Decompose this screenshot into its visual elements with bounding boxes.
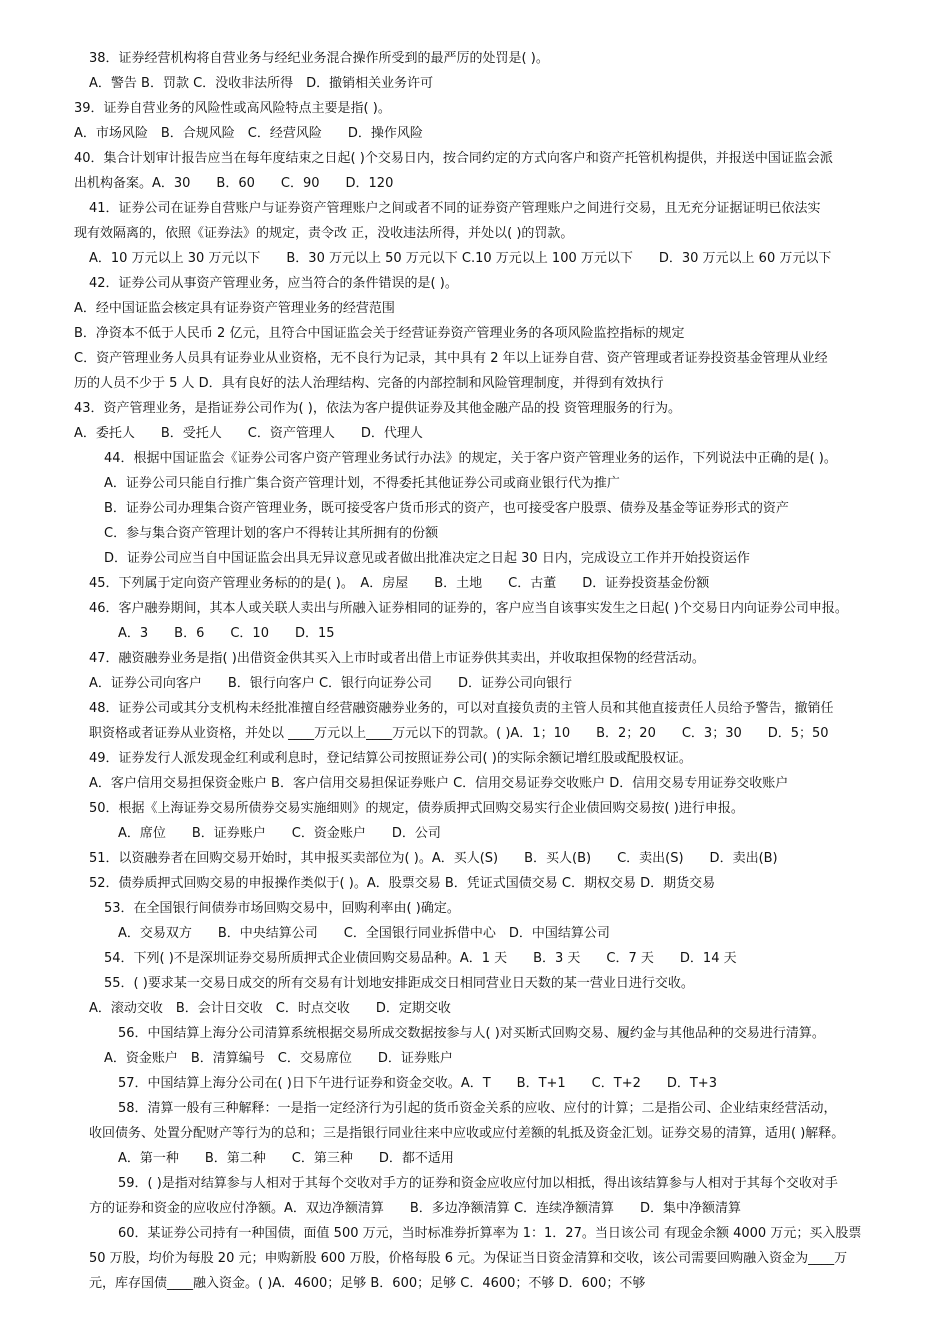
text-line: A．证券公司向客户 B．银行向客户 C．银行向证券公司 D．证券公司向银行 bbox=[89, 676, 573, 691]
text-line: 职资格或者证券从业资格，并处以 ____万元以上____万元以下的罚款。( )A．1；10 B．2；20 C．3；30 D．5；50 bbox=[89, 726, 829, 741]
text-line: 46．客户融券期间，其本人或关联人卖出与所融入证券相同的证券的，客户应当自该事实发生之日起( )个交易日内向证券公司申报。 bbox=[89, 601, 848, 616]
text-line: C．资产管理业务人员具有证券业从业资格，无不良行为记录，其中具有 2 年以上证券自营、资产管理或者证券投资基金管理从业经 bbox=[74, 351, 828, 366]
text-line: 出机构备案。A．30 B．60 C．90 D．120 bbox=[74, 176, 394, 191]
text-line: 42．证券公司从事资产管理业务，应当符合的条件错误的是( )。 bbox=[89, 276, 458, 291]
text-line: 56．中国结算上海分公司清算系统根据交易所成交数据按参与人( )对买断式回购交易、履约金与其他品种的交易进行清算。 bbox=[118, 1026, 825, 1041]
text-line: A．3 B．6 C．10 D．15 bbox=[118, 626, 335, 641]
text-line: 47．融资融券业务是指( )出借资金供其买入上市时或者出借上市证券供其卖出，并收取担保物的经营活动。 bbox=[89, 651, 705, 666]
text-line: B．证券公司办理集合资产管理业务，既可接受客户货币形式的资产，也可接受客户股票、债券及基金等证券形式的资产 bbox=[104, 501, 789, 516]
text-line: A．滚动交收 B．会计日交收 C．时点交收 D．定期交收 bbox=[89, 1001, 451, 1016]
text-line: A．经中国证监会核定具有证券资产管理业务的经营范围 bbox=[74, 301, 395, 316]
text-line: A．第一种 B．第二种 C．第三种 D．都不适用 bbox=[118, 1151, 454, 1166]
text-line: 48．证券公司或其分支机构未经批准擅自经营融资融券业务的，可以对直接负责的主管人员和其他直接责任人员给予警告，撤销任 bbox=[89, 701, 834, 716]
text-line: 历的人员不少于 5 人 D．具有良好的法人治理结构、完备的内部控制和风险管理制度，并得到有效执行 bbox=[74, 376, 664, 391]
text-line: A．市场风险 B．合规风险 C．经营风险 D．操作风险 bbox=[74, 126, 423, 141]
text-line: 43．资产管理业务，是指证券公司作为( )，依法为客户提供证券及其他金融产品的投 资管理服务的行为。 bbox=[74, 401, 681, 416]
text-line: 58．清算一般有三种解释：一是指一定经济行为引起的货币资金关系的应收、应付的计算；二是指公司、企业结束经营活动， bbox=[118, 1101, 837, 1116]
text-line: B．净资本不低于人民币 2 亿元，且符合中国证监会关于经营证券资产管理业务的各项风险监控指标的规定 bbox=[74, 326, 685, 341]
text-line: 49．证券发行人派发现金红利或利息时，登记结算公司按照证券公司( )的实际余额记增红股或配股权证。 bbox=[89, 751, 692, 766]
text-line: C．参与集合资产管理计划的客户不得转让其所拥有的份额 bbox=[104, 526, 439, 541]
text-line: 41．证券公司在证券自营账户与证券资产管理账户之间或者不同的证券资产管理账户之间进行交易，且无充分证据证明已依法实 bbox=[89, 201, 821, 216]
text-line: 59．( )是指对结算参与人相对于其每个交收对手方的证券和资金应收应付加以相抵，得出该结算参与人相对于其每个交收对手 bbox=[118, 1176, 838, 1191]
text-line: A．委托人 B．受托人 C．资产管理人 D．代理人 bbox=[74, 426, 423, 441]
text-line: A．交易双方 B．中央结算公司 C．全国银行同业拆借中心 D．中国结算公司 bbox=[118, 926, 610, 941]
text-line: A．10 万元以上 30 万元以下 B．30 万元以上 50 万元以下 C.10 万元以上 100 万元以下 D．30 万元以上 60 万元以下 bbox=[89, 251, 832, 266]
text-line: 51．以资融券者在回购交易开始时，其申报买卖部位为( )。A．买人(S) B．买人(B) C．卖出(S) D．卖出(B) bbox=[89, 851, 778, 866]
text-line: 50．根据《上海证券交易所债券交易实施细则》的规定，债券质押式回购交易实行企业债回购交易按( )进行申报。 bbox=[89, 801, 744, 816]
text-line: A．客户信用交易担保资金账户 B．客户信用交易担保证券账户 C．信用交易证券交收账户 D．信用交易专用证券交收账户 bbox=[89, 776, 789, 791]
text-line: 38．证券经营机构将自营业务与经纪业务混合操作所受到的最严厉的处罚是( )。 bbox=[89, 51, 549, 66]
text-line: 60．某证券公司持有一种国债，面值 500 万元，当时标准券折算率为 1：1．27。当日该公司 有现金余额 4000 万元；买入股票 bbox=[118, 1226, 862, 1241]
text-line: A．资金账户 B．清算编号 C．交易席位 D．证券账户 bbox=[104, 1051, 453, 1066]
text-line: 53．在全国银行间债券市场回购交易中，回购利率由( )确定。 bbox=[104, 901, 460, 916]
text-line: A．席位 B．证券账户 C．资金账户 D．公司 bbox=[118, 826, 441, 841]
text-line: 40．集合计划审计报告应当在每年度结束之日起( )个交易日内，按合同约定的方式向客户和资产托管机构提供，并报送中国证监会派 bbox=[74, 151, 833, 166]
text-line: 方的证券和资金的应收应付净额。A．双边净额清算 B．多边净额清算 C．连续净额清算 D．集中净额清算 bbox=[89, 1201, 742, 1216]
text-line: 45．下列属于定向资产管理业务标的的是( )。 A．房屋 B．土地 C．古董 D．证券投资基金份额 bbox=[89, 576, 710, 591]
text-line: 39．证券自营业务的风险性或高风险特点主要是指( )。 bbox=[74, 101, 391, 116]
text-line: 57．中国结算上海分公司在( )日下午进行证券和资金交收。A．T B．T+1 C．T+2 D．T+3 bbox=[118, 1076, 717, 1091]
text-line: 55．( )要求某一交易日成交的所有交易有计划地安排距成交日相同营业日天数的某一营业日进行交收。 bbox=[104, 976, 694, 991]
text-line: 44．根据中国证监会《证券公司客户资产管理业务试行办法》的规定，关于客户资产管理业务的运作，下列说法中正确的是( )。 bbox=[104, 451, 837, 466]
text-line: A．证券公司只能自行推广集合资产管理计划，不得委托其他证券公司或商业银行代为推广 bbox=[104, 476, 620, 491]
text-line: 50 万股，均价为每股 20 元；申购新股 600 万股，价格每股 6 元。为保证当日资金清算和交收，该公司需要回购融入资金为____万 bbox=[89, 1251, 848, 1266]
text-line: 现有效隔离的，依照《证券法》的规定，责令改 正，没收违法所得，并处以( )的罚款。 bbox=[74, 226, 574, 241]
text-line: 54．下列( )不是深圳证券交易所质押式企业债回购交易品种。A．1 天 B．3 天 C．7 天 D．14 天 bbox=[104, 951, 737, 966]
text-line: D．证券公司应当自中国证监会出具无异议意见或者做出批准决定之日起 30 日内，完成设立工作并开始投资运作 bbox=[104, 551, 750, 566]
text-line: 元，库存国债____融入资金。( )A．4600；足够 B．600；足够 C．4600；不够 D．600；不够 bbox=[89, 1276, 646, 1291]
text-line: 收回债务、处置分配财产等行为的总和；三是指银行同业往来中应收或应付差额的轧抵及资金汇划。证券交易的清算，适用( )解释。 bbox=[89, 1126, 845, 1141]
text-line: 52．债券质押式回购交易的申报操作类似于( )。A．股票交易 B．凭证式国债交易 C．期权交易 D．期货交易 bbox=[89, 876, 716, 891]
text-line: A．警告 B．罚款 C．没收非法所得 D．撤销相关业务许可 bbox=[89, 76, 434, 91]
